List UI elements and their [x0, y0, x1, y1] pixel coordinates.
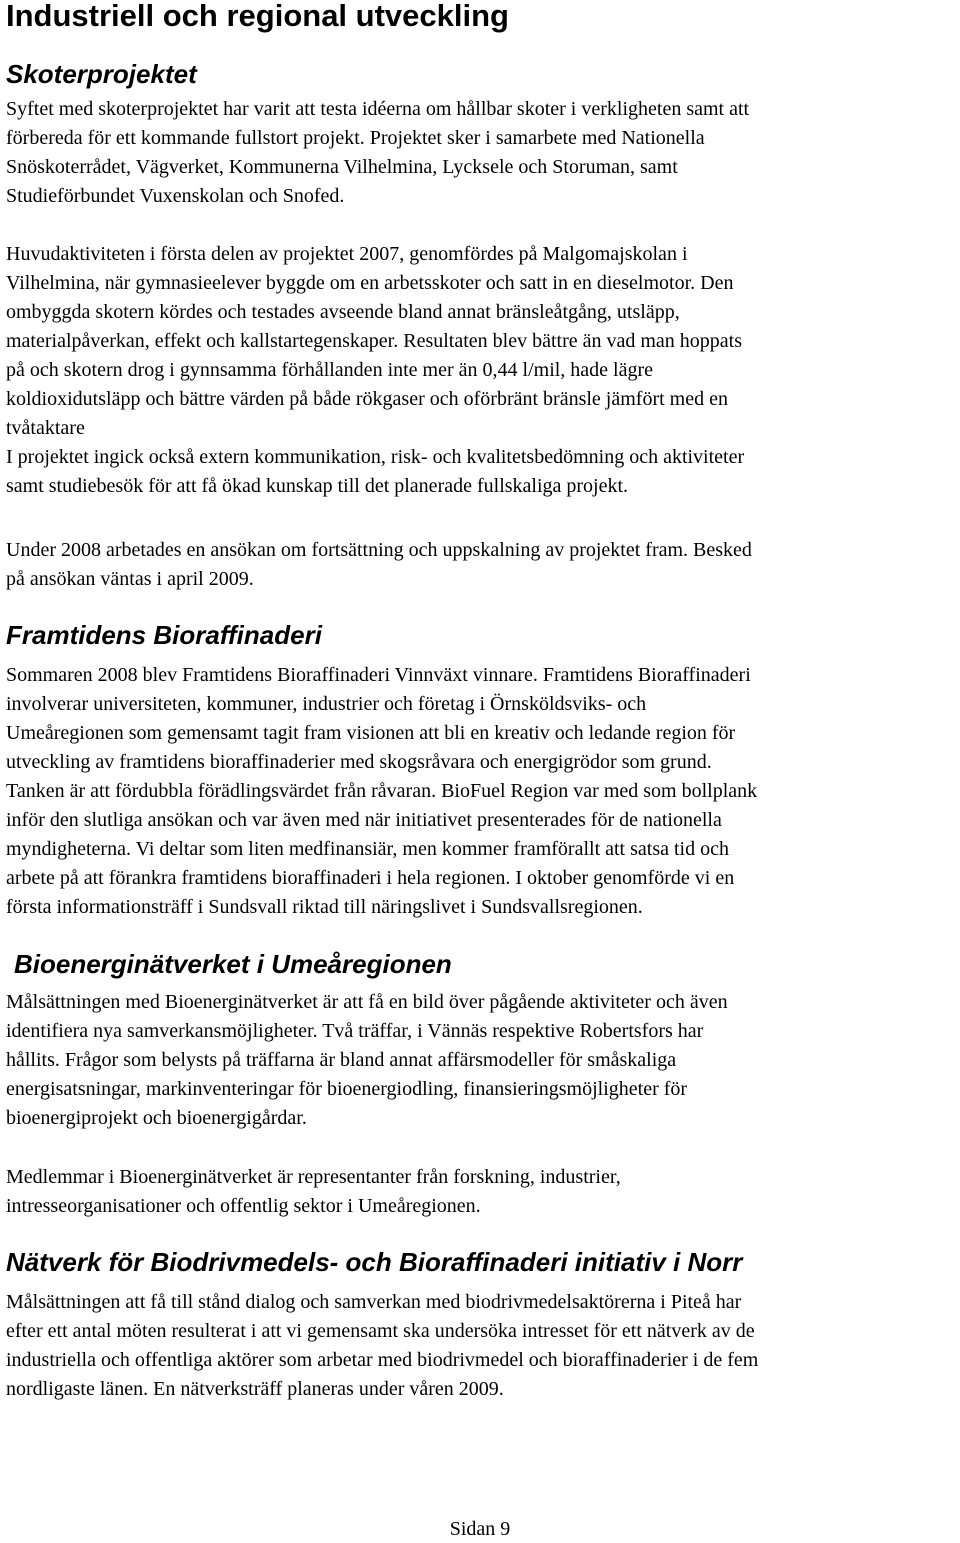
- paragraph: [6, 536, 958, 594]
- paragraph-line: Studieförbundet Vuxenskolan och Snofed.: [6, 185, 345, 207]
- paragraph-line: energisatsningar, markinventeringar för bioenergiodling, finansieringsmöjligheter för: [6, 1078, 688, 1100]
- paragraph-line: nordligaste länen. En nätverksträff planeras under våren 2009.: [6, 1378, 504, 1400]
- section-heading: Nätverk för Biodrivmedels- och Bioraffinaderi initiativ i Norr: [6, 1247, 743, 1277]
- paragraph-line: samt studiebesök för att få ökad kunskap till det planerade fullskaliga projekt.: [6, 475, 629, 497]
- paragraph: [6, 661, 958, 922]
- paragraph-line: Umeåregionen som gemensamt tagit fram visionen att bli en kreativ och ledande region för: [6, 722, 736, 744]
- paragraph-line: Huvudaktiviteten i första delen av projektet 2007, genomfördes på Malgomajskolan i: [6, 243, 688, 265]
- section-heading: Skoterprojektet: [6, 59, 197, 89]
- paragraph-line: tvåtaktare: [6, 417, 85, 439]
- paragraph-line: förbereda för ett kommande fullstort projekt. Projektet sker i samarbete med Nationella: [6, 127, 705, 149]
- paragraph-line: inför den slutliga ansökan och var även med när initiativet presenterades för de nationella: [6, 809, 722, 831]
- paragraph-line: Medlemmar i Bioenerginätverket är representanter från forskning, industrier,: [6, 1166, 621, 1188]
- paragraph: [6, 1163, 958, 1221]
- paragraph: [6, 240, 958, 501]
- page-number: Sidan 9: [449, 1518, 511, 1540]
- paragraph-line: utveckling av framtidens bioraffinaderier med skogsråvara och energigrödor som grund.: [6, 751, 712, 773]
- paragraph-line: ombyggda skotern kördes och testades avseende bland annat bränsleåtgång, utsläpp,: [6, 301, 680, 323]
- paragraph: [6, 95, 958, 211]
- paragraph-line: involverar universiteten, kommuner, industrier och företag i Örnsköldsviks- och: [6, 693, 647, 715]
- paragraph-line: Snöskoterrådet, Vägverket, Kommunerna Vilhelmina, Lycksele och Storuman, samt: [6, 156, 678, 178]
- paragraph-line: industriella och offentliga aktörer som arbetar med biodrivmedel och bioraffinaderier i de fem: [6, 1349, 759, 1371]
- paragraph-line: materialpåverkan, effekt och kallstartegenskaper. Resultaten blev bättre än vad man hoppats: [6, 330, 743, 352]
- paragraph-line: Sommaren 2008 blev Framtidens Bioraffinaderi Vinnväxt vinnare. Framtidens Bioraffinaderi: [6, 664, 751, 686]
- page-title: Industriell och regional utveckling: [6, 0, 509, 33]
- paragraph-line: arbete på att förankra framtidens bioraffinaderi i hela regionen. I oktober genomförde vi en: [6, 867, 735, 889]
- paragraph-line: Vilhelmina, när gymnasieelever byggde om en arbetsskoter och satt in en dieselmotor. Den: [6, 272, 734, 294]
- paragraph-line: hållits. Frågor som belysts på träffarna är bland annat affärsmodeller för småskaliga: [6, 1049, 677, 1071]
- paragraph-line: Målsättningen med Bioenerginätverket är att få en bild över pågående aktiviteter och även: [6, 991, 728, 1013]
- section-heading: Framtidens Bioraffinaderi: [6, 620, 322, 650]
- paragraph-line: första informationsträff i Sundsvall riktad till näringslivet i Sundsvallsregionen.: [6, 896, 643, 918]
- paragraph-line: bioenergiprojekt och bioenergigårdar.: [6, 1107, 307, 1129]
- paragraph-line: intresseorganisationer och offentlig sektor i Umeåregionen.: [6, 1195, 481, 1217]
- paragraph-line: Målsättningen att få till stånd dialog och samverkan med biodrivmedelsaktörerna i Piteå har: [6, 1291, 742, 1313]
- paragraph-line: identifiera nya samverkansmöjligheter. Två träffar, i Vännäs respektive Robertsfors har: [6, 1020, 704, 1042]
- paragraph-line: på och skotern drog i gynnsamma förhållanden inte mer än 0,44 l/mil, hade lägre: [6, 359, 654, 381]
- section-heading: Bioenerginätverket i Umeåregionen: [14, 949, 452, 979]
- paragraph-line: på ansökan väntas i april 2009.: [6, 568, 254, 590]
- paragraph-line: I projektet ingick också extern kommunikation, risk- och kvalitetsbedömning och aktiviteter: [6, 446, 745, 468]
- paragraph-line: Tanken är att fördubbla förädlingsvärdet från råvaran. BioFuel Region var med som bollplank: [6, 780, 758, 802]
- paragraph-line: efter ett antal möten resulterat i att vi gemensamt ska undersöka intresset för ett nätverk av de: [6, 1320, 755, 1342]
- paragraph-line: myndigheterna. Vi deltar som liten medfinansiär, men kommer framförallt att satsa tid och: [6, 838, 729, 860]
- paragraph-line: Syftet med skoterprojektet har varit att testa idéerna om hållbar skoter i verkligheten samt att: [6, 98, 750, 120]
- paragraph-line: koldioxidutsläpp och bättre värden på både rökgaser och oförbränt bränsle jämfört med en: [6, 388, 728, 410]
- paragraph-line: Under 2008 arbetades en ansökan om fortsättning och uppskalning av projektet fram. Besked: [6, 539, 752, 561]
- paragraph: [6, 988, 958, 1133]
- paragraph: [6, 1288, 958, 1404]
